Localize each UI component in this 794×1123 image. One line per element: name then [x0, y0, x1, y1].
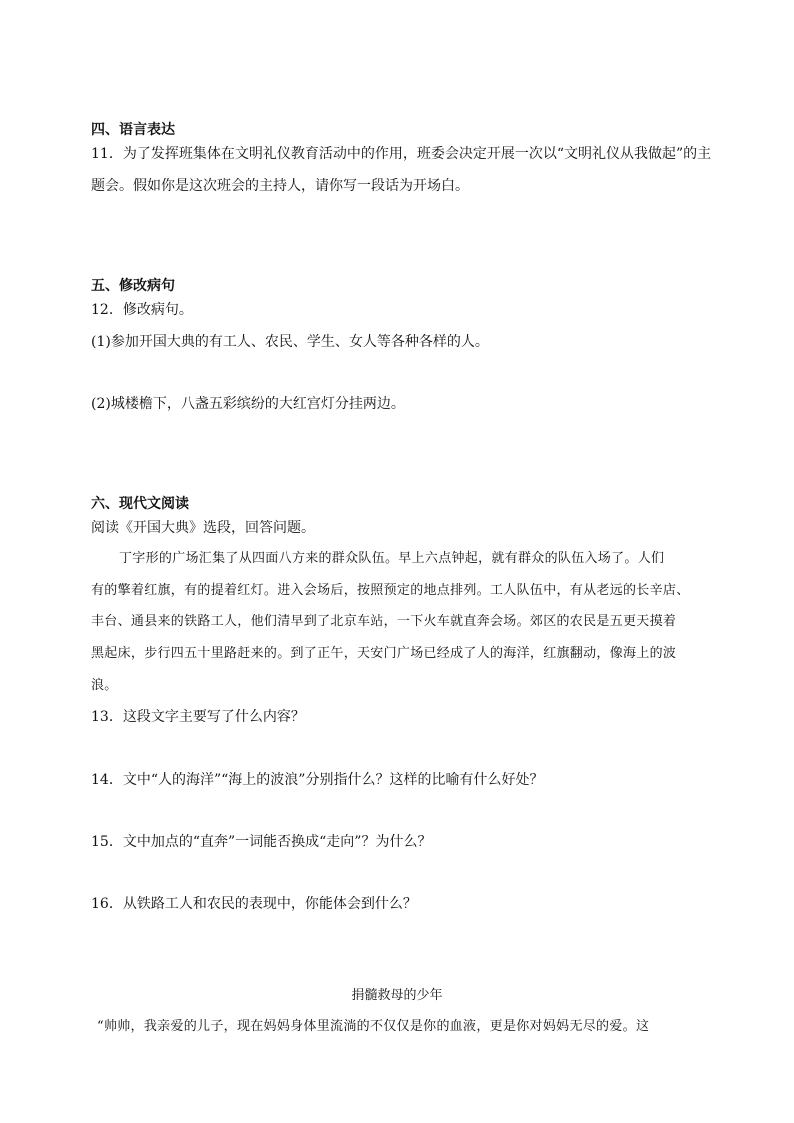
section-heading-modern-reading: 六、现代文阅读: [91, 496, 189, 512]
passage-line-1: [91, 549, 703, 569]
article-line-1: [91, 1017, 703, 1037]
question-15: 15．文中加点的“直奔”一词能否换成“走向”？为什么？: [91, 834, 432, 850]
section-heading-sentence-correction: 五、修改病句: [91, 278, 175, 294]
passage-line-2: 有的擎着红旗，有的提着红灯。进入会场后，按照预定的地点排列。工人队伍中，有从老远的长辛店、: [91, 583, 690, 598]
question-16: 16．从铁路工人和农民的表现中，你能体会到什么？: [91, 896, 417, 912]
passage-line-3: 丰台、通县来的铁路工人，他们清早到了北京车站，一下火车就直奔会场。郊区的农民是五更天摸着: [91, 614, 677, 629]
question-12-item-2: (2)城楼檐下，八盏五彩缤纷的大红宫灯分挂两边。: [91, 396, 405, 412]
passage-text: 丁字形的广场汇集了从四面八方来的群众队伍。早上六点钟起，就有群众的队伍入场了。人们: [119, 551, 665, 566]
question-13: 13．这段文字主要写了什么内容？: [91, 709, 305, 725]
reading-intro: 阅读《开国大典》选段，回答问题。: [91, 520, 315, 536]
article-title: 捐髓救母的少年: [351, 988, 443, 1003]
question-14: 14．文中“人的海洋”“海上的波浪”分别指什么？这样的比喻有什么好处？: [91, 772, 544, 788]
article-text: “帅帅，我亲爱的儿子，现在妈妈身体里流淌的不仅仅是你的血液，更是你对妈妈无尽的爱。这: [97, 1019, 650, 1034]
question-12-item-1: (1)参加开国大典的有工人、农民、学生、女人等各种各样的人。: [91, 334, 489, 350]
section-heading-language-expression: 四、语言表达: [91, 122, 175, 138]
question-12: 12．修改病句。: [91, 302, 193, 318]
question-11-line-1: 11．为了发挥班集体在文明礼仪教育活动中的作用，班委会决定开展一次以“文明礼仪从我做起”的主: [91, 146, 712, 162]
passage-line-5: 浪。: [91, 678, 118, 693]
question-11-line-2: 题会。假如你是这次班会的主持人，请你写一段话为开场白。: [91, 178, 469, 194]
passage-line-4: 黑起床，步行四五十里路赶来的。到了正午，天安门广场已经成了人的海洋，红旗翻动，像海上的波: [91, 646, 677, 661]
